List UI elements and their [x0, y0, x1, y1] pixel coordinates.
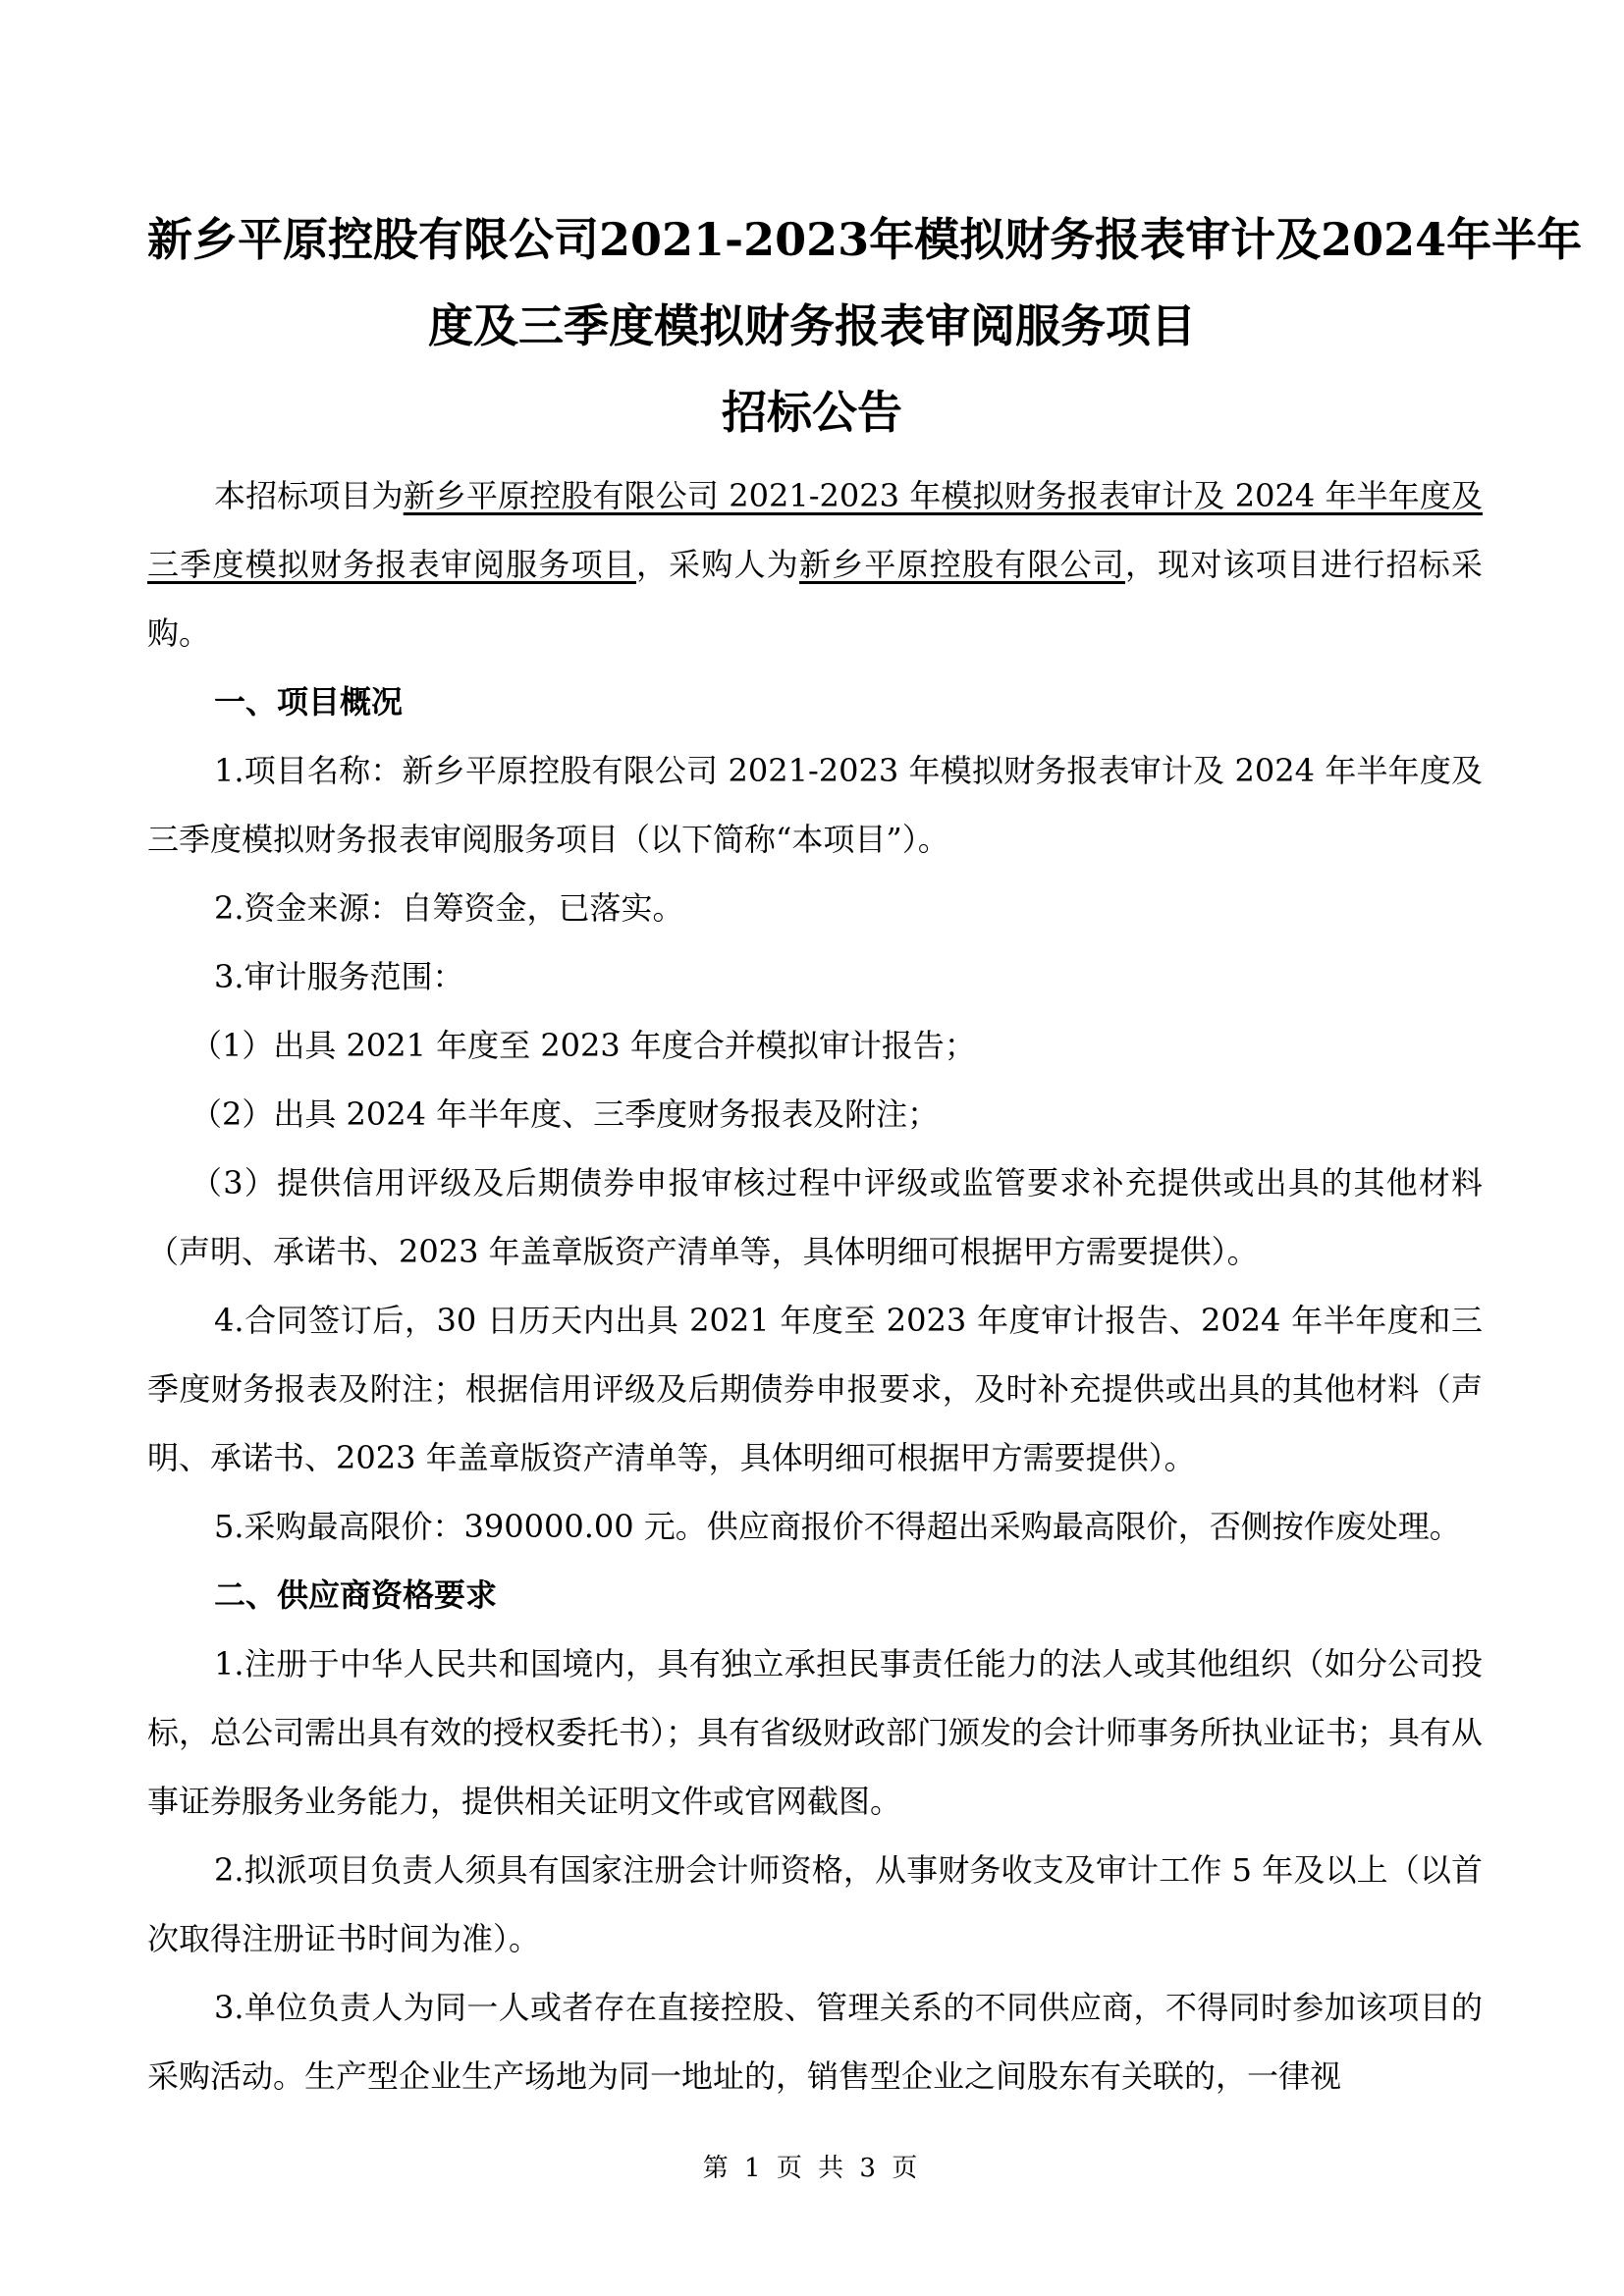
section-heading-1: 一、项目概况 — [214, 683, 404, 721]
intro-project-name: 新乡平原控股有限公司 2021-2023 年模拟财务报表审计及 2024 年半年度及三季度模拟财务报表审阅服务项目 — [147, 477, 1483, 583]
title-line-3: 招标公告 — [722, 386, 902, 439]
page-footer: 第 1 页 共 3 页 — [702, 2154, 922, 2183]
section1-sub-2: （2）出具 2024 年半年度、三季度财务报表及附注； — [190, 1095, 940, 1133]
intro-prefix: 本招标项目为 — [214, 477, 404, 514]
intro-middle: ，采购人为 — [635, 546, 799, 583]
title-line-1: 新乡平原控股有限公司2021-2023年模拟财务报表审计及2024年半年 — [147, 213, 1583, 266]
section-heading-2: 二、供应商资格要求 — [214, 1576, 498, 1614]
section1-item-5: 5.采购最高限价：390000.00 元。供应商报价不得超出采购最高限价，否侧按作废处理。 — [214, 1508, 1461, 1545]
section1-item-3: 3.审计服务范围： — [214, 958, 464, 995]
section1-item-1: 1.项目名称：新乡平原控股有限公司 2021-2023 年模拟财务报表审计及 2024 年半年度及三季度模拟财务报表审阅服务项目（以下简称“本项目”）。 — [147, 752, 1483, 858]
document-title — [147, 196, 1583, 455]
section2-item-1: 1.注册于中华人民共和国境内，具有独立承担民事责任能力的法人或其他组织（如分公司投标，总公司需出具有效的授权委托书）；具有省级财政部门颁发的会计师事务所执业证书；具有从事证券服务业务能力，提供相关证明文件或官网截图。 — [147, 1645, 1484, 1820]
section2-item-3: 3.单位负责人为同一人或者存在直接控股、管理关系的不同供应商，不得同时参加该项目的采购活动。生产型企业生产场地为同一地址的，销售型企业之间股东有关联的，一律视 — [147, 1989, 1483, 2095]
section1-item-2: 2.资金来源：自筹资金，已落实。 — [214, 889, 684, 927]
document-body — [147, 461, 1483, 2110]
section1-sub-1: （1）出具 2021 年度至 2023 年度合并模拟审计报告； — [190, 1027, 976, 1064]
section2-item-2: 2.拟派项目负责人须具有国家注册会计师资格，从事财务收支及审计工作 5 年及以上（以首次取得注册证书时间为准）。 — [147, 1851, 1483, 1957]
intro-paragraph — [147, 461, 1483, 667]
intro-purchaser: 新乡平原控股有限公司 — [798, 546, 1125, 583]
title-line-2: 度及三季度模拟财务报表审阅服务项目 — [428, 299, 1196, 352]
section1-item-4: 4.合同签订后，30 日历天内出具 2021 年度至 2023 年度审计报告、2024 年半年度和三季度财务报表及附注；根据信用评级及后期债券申报要求，及时补充提供或出具的其他材料（声明、承诺书、2023 年盖章版资产清单等，具体明细可根据甲方需要提供）。 — [147, 1302, 1483, 1476]
section1-sub-3: （3）提供信用评级及后期债券申报审核过程中评级或监管要求补充提供或出具的其他材料（声明、承诺书、2023 年盖章版资产清单等，具体明细可根据甲方需要提供）。 — [147, 1164, 1483, 1270]
intro-suffix: ，现对该项目进行招标采购。 — [147, 546, 1483, 652]
